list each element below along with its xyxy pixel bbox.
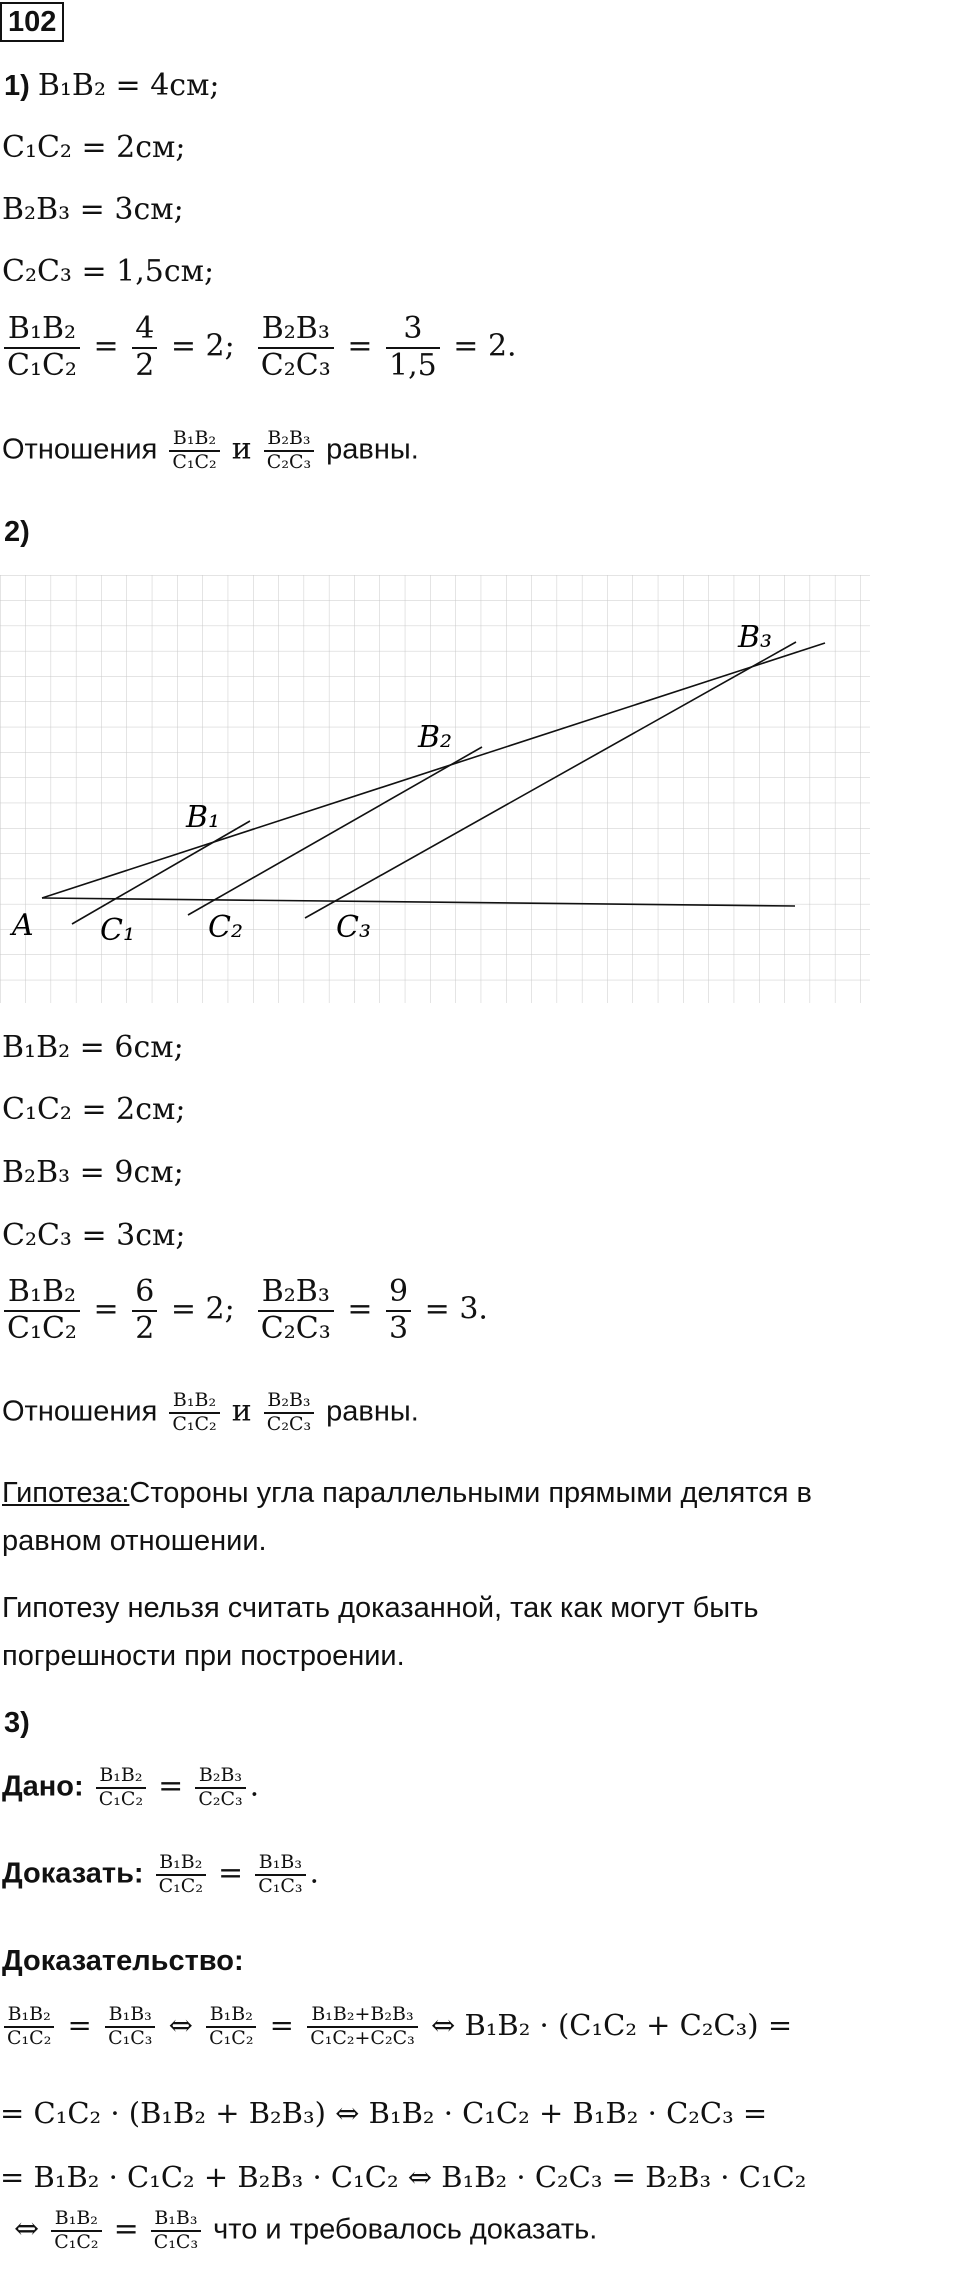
fraction: $\frac{\text{B₁B₂}}{\text{C₁C₂}}$ [206, 2004, 256, 2050]
fraction: $\frac{\text{B₁B₂}}{\text{C₁C₂}}$ [4, 312, 80, 383]
fraction: $\frac{\text{B₁B₂}}{\text{C₁C₂}}$ [169, 1390, 219, 1436]
fraction: $\frac{9}{3}$ [386, 1275, 411, 1346]
label-c2: C₂ [208, 910, 243, 945]
hypothesis: Гипотеза:Стороны угла параллельными прямыми делятся в [2, 1477, 812, 1509]
prove: Доказать: $\frac{\text{B₁B₂}}{\text{C₁C₂}}$ = $\frac{\text{B₁B₃}}{\text{C₁C₃}}$ . [2, 1851, 320, 1897]
given: Дано: $\frac{\text{B₁B₂}}{\text{C₁C₂}}$ = $\frac{\text{B₂B₃}}{\text{C₂C₃}}$ . [2, 1764, 260, 1810]
fraction: $\frac{\text{B₁B₂}}{\text{C₁C₂}}$ [169, 428, 219, 474]
fraction: $\frac{\text{B₁B₂}}{\text{C₁C₂}}$ [156, 1852, 206, 1898]
label-a: A [12, 908, 34, 943]
hypothesis-label: Гипотеза: [2, 1477, 130, 1509]
part2-eq-3: B₂B₃ = 9см; [2, 1155, 184, 1190]
label-c3: C₃ [336, 910, 371, 945]
fraction: $\frac{\text{B₁B₃}}{\text{C₁C₃}}$ [151, 2208, 201, 2254]
construction-figure [0, 575, 870, 1003]
part2-conclusion: Отношения $\frac{\text{B₁B₂}}{\text{C₁C₂}}$ и $\frac{\text{B₂B₃}}{\text{C₂C₃}}$ равны. [2, 1389, 419, 1435]
part1-conclusion: Отношения $\frac{\text{B₁B₂}}{\text{C₁C₂}}$ и $\frac{\text{B₂B₃}}{\text{C₂C₃}}$ равны. [2, 427, 419, 473]
note-line-2: погрешности при построении. [2, 1640, 405, 1672]
fraction: $\frac{3}{1,5}$ [386, 312, 440, 383]
part2-eq-2: C₁C₂ = 2см; [2, 1092, 186, 1127]
part1-eq-4: C₂C₃ = 1,5см; [2, 254, 215, 289]
part2-eq-1: B₁B₂ = 6см; [2, 1030, 184, 1065]
note-line-1: Гипотезу нельзя считать доказанной, так как могут быть [2, 1592, 759, 1624]
hypothesis-line-2: равном отношении. [2, 1525, 267, 1557]
fraction: $\frac{\text{B₂B₃}}{\text{C₂C₃}}$ [264, 428, 314, 474]
part1-label: 1) [4, 70, 30, 102]
part2-ratio-equation: $\frac{\text{B₁B₂}}{\text{C₁C₂}}$ = $\frac{6}{2}$ = 2; $\frac{\text{B₂B₃}}{\text{C₂C₃}}$ = $\frac{9}{3}$ = 3. [0, 1275, 488, 1346]
fraction: $\frac{\text{B₁B₂}}{\text{C₁C₂}}$ [51, 2208, 101, 2254]
proof-line-1: $\frac{\text{B₁B₂}}{\text{C₁C₂}}$ = $\frac{\text{B₁B₃}}{\text{C₁C₃}}$ ⇔ $\frac{\text{B₁B₂}}{\text{C₁C₂}}$ = $\frac{\text{B₁B₂+B₂B₃}}{\text{C₁C₂+C₂C₃}}$ ⇔ B₁B₂ · (C₁C₂ + C₂C₃) = [0, 2004, 792, 2050]
proof-line-3: = B₁B₂ · C₁C₂ + B₂B₃ · C₁C₂ ⇔ B₁B₂ · C₂C₃ = B₂B₃ · C₁C₂ [0, 2160, 807, 2194]
label-c1: C₁ [100, 913, 135, 948]
fraction: $\frac{4}{2}$ [132, 312, 157, 383]
part1-eq-1: B₁B₂ = 4см; [37, 68, 220, 103]
fraction: $\frac{\text{B₁B₂}}{\text{C₁C₂}}$ [4, 1275, 80, 1346]
fraction: $\frac{\text{B₁B₂}}{\text{C₁C₂}}$ [96, 1765, 146, 1811]
part3-label: 3) [4, 1707, 30, 1739]
part2-eq-4: C₂C₃ = 3см; [2, 1218, 186, 1253]
fraction: $\frac{\text{B₁B₃}}{\text{C₁C₃}}$ [105, 2004, 155, 2050]
part1-eq-2: C₁C₂ = 2см; [2, 130, 186, 165]
label-b1: B₁ [186, 800, 221, 835]
part2-label: 2) [4, 516, 30, 548]
problem-number: 102 [0, 2, 64, 42]
fraction: $\frac{\text{B₂B₃}}{\text{C₂C₃}}$ [258, 312, 334, 383]
proof-label: Доказательство: [2, 1945, 244, 1977]
fraction: $\frac{\text{B₂B₃}}{\text{C₂C₃}}$ [264, 1390, 314, 1436]
part1-line-1 [4, 68, 220, 103]
fraction: $\frac{\text{B₁B₂+B₂B₃}}{\text{C₁C₂+C₂C₃}}$ [307, 2004, 418, 2050]
fraction: $\frac{\text{B₁B₂}}{\text{C₁C₂}}$ [4, 2004, 54, 2050]
part1-ratio-equation: $\frac{\text{B₁B₂}}{\text{C₁C₂}}$ = $\frac{4}{2}$ = 2; $\frac{\text{B₂B₃}}{\text{C₂C₃}}$ = $\frac{3}{1,5}$ = 2. [0, 312, 517, 383]
part1-eq-3: B₂B₃ = 3см; [2, 192, 184, 227]
proof-line-2: = C₁C₂ · (B₁B₂ + B₂B₃) ⇔ B₁B₂ · C₁C₂ + B₁B₂ · C₂C₃ = [0, 2096, 768, 2130]
fraction: $\frac{\text{B₂B₃}}{\text{C₂C₃}}$ [258, 1275, 334, 1346]
label-b3: B₃ [738, 620, 773, 655]
fraction: $\frac{\text{B₂B₃}}{\text{C₂C₃}}$ [195, 1765, 245, 1811]
label-b2: B₂ [418, 720, 453, 755]
fraction: $\frac{\text{B₁B₃}}{\text{C₁C₃}}$ [255, 1852, 305, 1898]
fraction: $\frac{6}{2}$ [132, 1275, 157, 1346]
proof-line-4: ⇔ $\frac{\text{B₁B₂}}{\text{C₁C₂}}$ = $\frac{\text{B₁B₃}}{\text{C₁C₃}}$ что и требовалось доказать. [14, 2207, 598, 2253]
